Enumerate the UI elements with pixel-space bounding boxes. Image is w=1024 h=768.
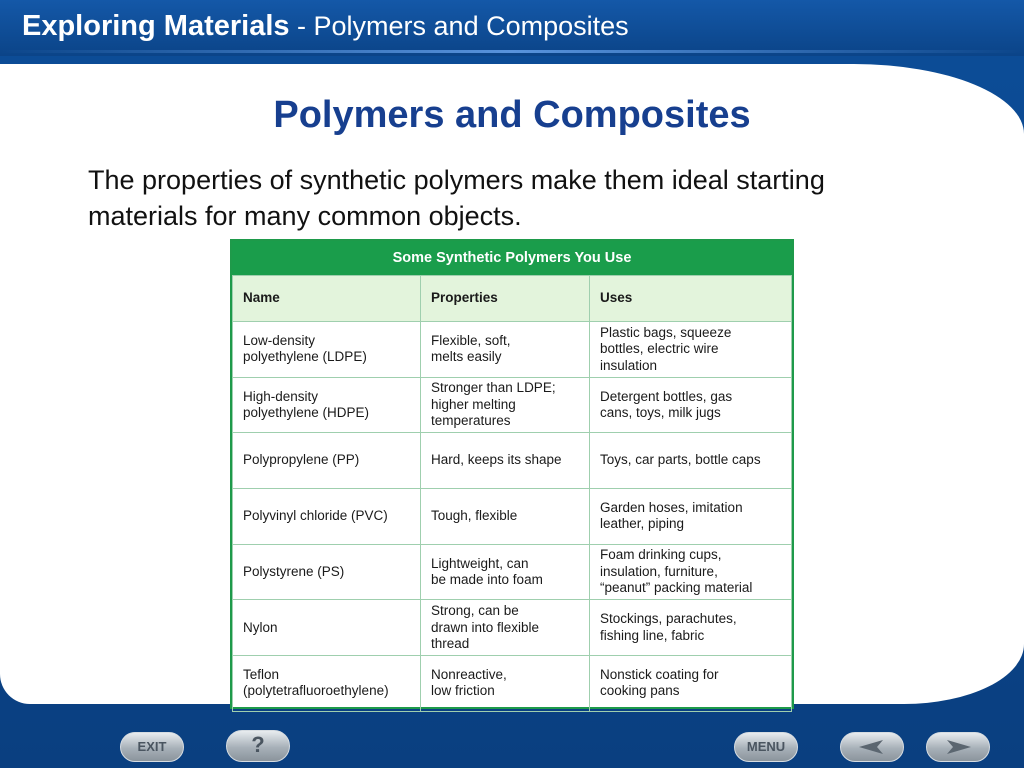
next-button[interactable] [926, 732, 990, 762]
table-row [233, 489, 792, 545]
cell-uses: Foam drinking cups, insulation, furniture, “peanut” packing material [590, 544, 792, 600]
table-row [233, 600, 792, 656]
cell-name: Low-density polyethylene (LDPE) [233, 322, 421, 378]
cell-uses: Garden hoses, imitation leather, piping [590, 489, 792, 545]
cell-properties: Hard, keeps its shape [421, 433, 590, 489]
cell-properties: Lightweight, can be made into foam [421, 544, 590, 600]
menu-button[interactable]: MENU [734, 732, 798, 762]
left-arrow-icon [857, 739, 887, 755]
exit-button[interactable]: EXIT [120, 732, 184, 762]
column-header-uses: Uses [590, 276, 792, 322]
navigation-footer [0, 704, 1024, 768]
cell-name: High-density polyethylene (HDPE) [233, 377, 421, 433]
cell-name: Polystyrene (PS) [233, 544, 421, 600]
table-row [233, 433, 792, 489]
cell-uses: Stockings, parachutes, fishing line, fabric [590, 600, 792, 656]
table-row [233, 322, 792, 378]
cell-uses: Toys, car parts, bottle caps [590, 433, 792, 489]
intro-text: The properties of synthetic polymers make them ideal starting materials for many common objects. [88, 165, 825, 231]
table-row [233, 656, 792, 712]
cell-name: Polyvinyl chloride (PVC) [233, 489, 421, 545]
cell-name: Nylon [233, 600, 421, 656]
table-row [233, 377, 792, 433]
table-row [233, 544, 792, 600]
cell-properties: Stronger than LDPE; higher melting temperatures [421, 377, 590, 433]
right-arrow-icon [943, 739, 973, 755]
cell-properties: Tough, flexible [421, 489, 590, 545]
cell-properties: Nonreactive, low friction [421, 656, 590, 712]
cell-properties: Strong, can be drawn into flexible thread [421, 600, 590, 656]
header-divider [0, 50, 1024, 53]
polymers-table [230, 239, 794, 709]
cell-uses: Detergent bottles, gas cans, toys, milk jugs [590, 377, 792, 433]
column-header-name: Name [233, 276, 421, 322]
cell-uses: Nonstick coating for cooking pans [590, 656, 792, 712]
column-header-properties: Properties [421, 276, 590, 322]
previous-button[interactable] [840, 732, 904, 762]
polymers-table-grid [232, 275, 792, 712]
help-button[interactable]: ? [226, 730, 290, 762]
table-header-row [233, 276, 792, 322]
header-title-bold: Exploring Materials [22, 10, 290, 42]
cell-properties: Flexible, soft, melts easily [421, 322, 590, 378]
slide-title: Polymers and Composites [273, 94, 751, 136]
cell-uses: Plastic bags, squeeze bottles, electric wire insulation [590, 322, 792, 378]
slide-header [0, 0, 1024, 56]
cell-name: Teflon (polytetrafluoroethylene) [233, 656, 421, 712]
header-title-rest: - Polymers and Composites [289, 11, 629, 41]
table-title: Some Synthetic Polymers You Use [232, 241, 792, 275]
cell-name: Polypropylene (PP) [233, 433, 421, 489]
